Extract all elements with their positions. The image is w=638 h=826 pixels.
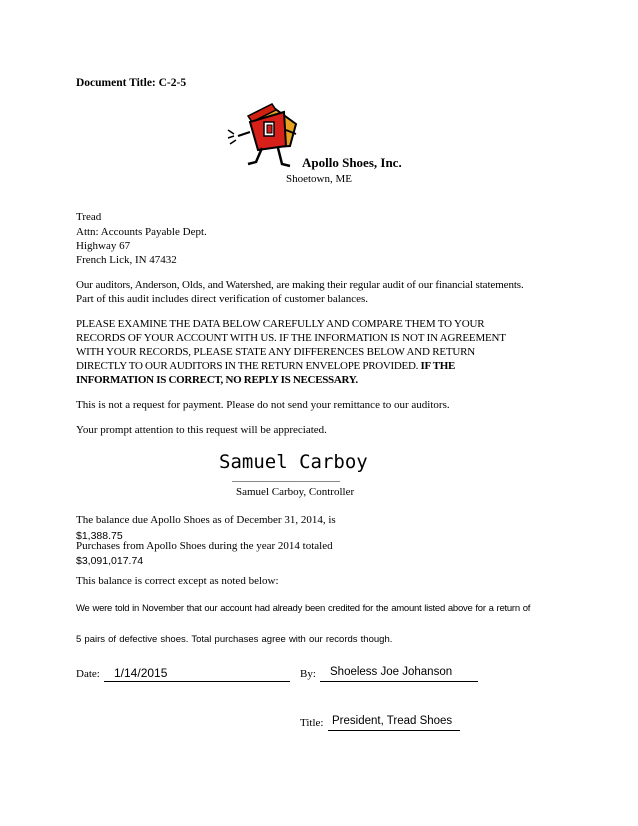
body-text-bold: IF THE — [420, 360, 456, 372]
date-value: 1/14/2015 — [114, 666, 168, 680]
signature-caption: Samuel Carboy, Controller — [236, 486, 355, 498]
by-value: Shoeless Joe Johanson — [330, 666, 453, 678]
date-field — [104, 666, 290, 682]
by-field — [320, 666, 478, 682]
date-label: Date: — [76, 668, 100, 680]
balance-amount: $1,388.75 — [76, 530, 123, 542]
by-label: By: — [300, 668, 316, 680]
company-name: Apollo Shoes, Inc. — [302, 155, 402, 170]
body-text: Part of this audit includes direct verification of customer balances. — [76, 293, 369, 305]
signature: Samuel Carboy — [219, 451, 368, 473]
recipient-line: Tread — [76, 211, 102, 223]
title-field — [328, 715, 460, 731]
body-text: Your prompt attention to this request will be appreciated. — [76, 424, 327, 436]
shoe-mascot-icon — [224, 100, 304, 172]
body-text: RECORDS OF YOUR ACCOUNT WITH US. IF THE INFORMATION IS NOT IN AGREEMENT — [76, 332, 506, 344]
company-location: Shoetown, ME — [286, 173, 352, 185]
reply-text: We were told in November that our account had already been credited for the amount listed above for a return of — [76, 603, 531, 614]
exception-label: This balance is correct except as noted below: — [76, 575, 279, 587]
body-text-regular: DIRECTLY TO OUR AUDITORS IN THE RETURN ENVELOPE PROVIDED. — [76, 360, 421, 372]
title-label: Title: — [300, 717, 324, 729]
body-text: Our auditors, Anderson, Olds, and Watershed, are making their regular audit of our financial statements. — [76, 279, 524, 291]
purchases-amount: $3,091,017.74 — [76, 555, 144, 567]
recipient-line: Highway 67 — [76, 240, 131, 252]
title-value: President, Tread Shoes — [332, 715, 453, 727]
signature-rule: ________________________ — [232, 473, 340, 483]
body-text: PLEASE EXAMINE THE DATA BELOW CAREFULLY AND COMPARE THEM TO YOUR — [76, 318, 485, 330]
purchases-text: Purchases from Apollo Shoes during the year 2014 totaled — [76, 540, 333, 552]
shoe-mascot-logo — [224, 100, 304, 172]
document-title: Document Title: C-2-5 — [76, 77, 187, 89]
body-text-bold: INFORMATION IS CORRECT, NO REPLY IS NECESSARY. — [76, 374, 358, 386]
recipient-line: Attn: Accounts Payable Dept. — [76, 226, 207, 238]
body-text: This is not a request for payment. Please do not send your remittance to our auditors. — [76, 399, 450, 411]
body-text: WITH YOUR RECORDS, PLEASE STATE ANY DIFFERENCES BELOW AND RETURN — [76, 346, 476, 358]
balance-text: The balance due Apollo Shoes as of December 31, 2014, is — [76, 514, 336, 526]
body-text — [76, 360, 455, 372]
reply-text: 5 pairs of defective shoes. Total purchases agree with our records though. — [76, 634, 393, 645]
recipient-line: French Lick, IN 47432 — [76, 254, 177, 266]
